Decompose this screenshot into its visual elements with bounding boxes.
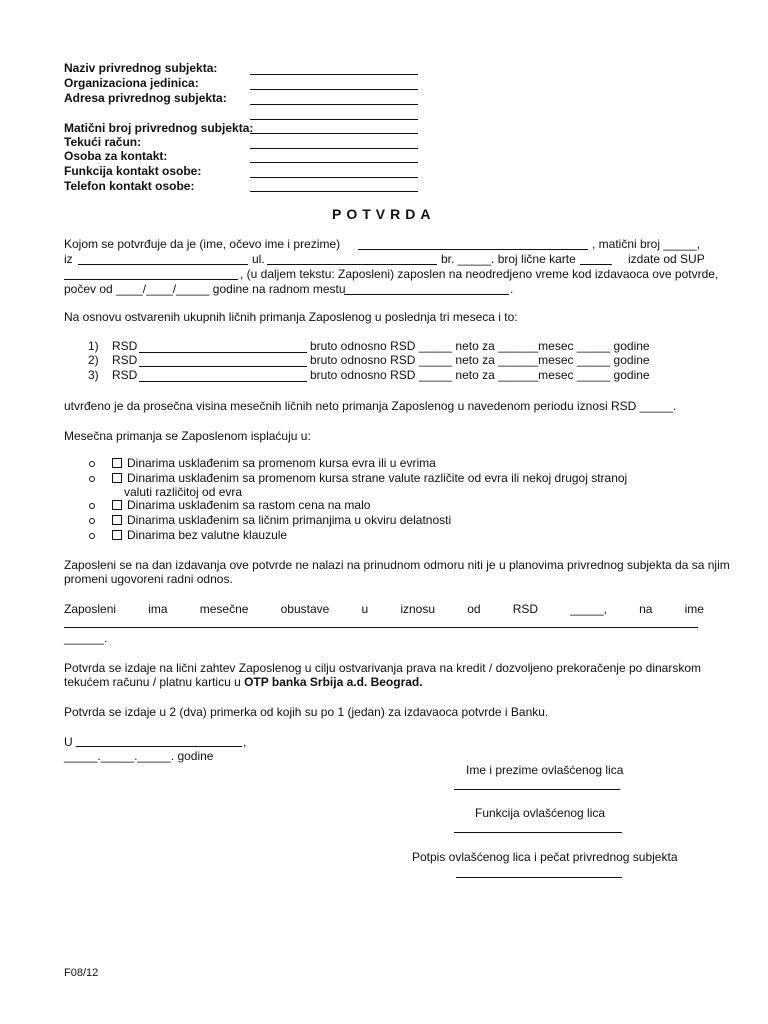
field-label-current-account: Tekući račun: <box>64 135 142 149</box>
leave-statement-line-1: Zaposleni se na dan izdavanja ove potvrde ne nalazi na prinudnom odmoru niti je u planovima privrednog subjekta da sa njim <box>64 558 730 572</box>
intro-line-3: , (u daljem tekstu: Zaposleni) zaposlen na neodredjeno vreme kod izdavaoca ove potvrde, <box>240 267 719 281</box>
option-label: Dinarima usklađenim sa promenom kursa strane valute različite od evra ili nekoj drugoj stranoj <box>127 471 628 485</box>
intro-line-1: Kojom se potvrđuje da je (ime, očevo ime i prezime) <box>64 237 341 251</box>
intro-line-2-from: iz <box>64 252 73 266</box>
field-label-address: Adresa privrednog subjekta: <box>64 91 227 105</box>
average-income-text: utvrđeno je da prosečna visina mesečnih ličnih neto primanja Zaposlenog u navedenom periodu iznosi RSD _____. <box>64 399 677 413</box>
income-row-number: 2) <box>88 353 99 367</box>
work-position-line[interactable] <box>344 294 509 295</box>
income-row-rsd: RSD <box>112 368 138 382</box>
income-intro: Na osnovu ostvarenih ukupnih ličnih primanja Zaposlenog u poslednja tri meseca i to: <box>64 310 518 324</box>
option-checkbox[interactable] <box>112 530 122 540</box>
option-checkbox[interactable] <box>112 458 122 468</box>
income-row-number: 3) <box>88 368 99 382</box>
full-name-line[interactable] <box>358 249 588 250</box>
deductions-word: obustave <box>280 602 330 616</box>
signature-name-line[interactable] <box>454 789 620 790</box>
gross-amount-line[interactable] <box>139 381 307 382</box>
bullet-icon <box>89 461 95 467</box>
org-unit-line[interactable] <box>250 89 418 90</box>
bullet-icon <box>89 533 95 539</box>
address-line[interactable] <box>250 104 418 105</box>
signature-stamp-label: Potpis ovlašćenog lica i pečat privrednog subjekta <box>412 850 678 864</box>
option-label-continuation: valuti različitoj od evra <box>124 485 243 499</box>
income-row-number: 1) <box>88 339 99 353</box>
income-row-rsd: RSD <box>112 353 138 367</box>
option-label: Dinarima usklađenim sa rastom cena na malo <box>127 498 371 512</box>
payment-intro: Mesečna primanja se Zaposlenom isplaćuju u: <box>64 429 311 443</box>
sup-line[interactable] <box>64 279 238 280</box>
deductions-word: na <box>639 602 653 616</box>
id-card-line[interactable] <box>580 264 612 265</box>
deductions-line-1 <box>64 602 704 616</box>
field-label-org-unit: Organizaciona jedinica: <box>64 76 199 90</box>
street-line[interactable] <box>267 264 437 265</box>
bullet-icon <box>89 476 95 482</box>
signature-stamp-line[interactable] <box>456 877 622 878</box>
copies-statement: Potvrda se izdaje u 2 (dva) primerka od kojih su po 1 (jedan) za izdavaoca potvrde i Banku. <box>64 705 549 719</box>
place-prefix: U <box>64 735 73 749</box>
income-row-rsd: RSD <box>112 339 138 353</box>
leave-statement-line-2: promeni ugovoreni radni odnos. <box>64 572 233 586</box>
contact-person-line[interactable] <box>250 162 418 163</box>
current-account-line[interactable] <box>250 148 418 149</box>
option-checkbox[interactable] <box>112 473 122 483</box>
option-label: Dinarima bez valutne klauzule <box>127 528 288 542</box>
gross-amount-line[interactable] <box>139 366 307 367</box>
field-label-contact-function: Funkcija kontakt osobe: <box>64 164 202 178</box>
deductions-word: mesečne <box>199 602 249 616</box>
city-line[interactable] <box>78 264 248 265</box>
field-label-registration-number: Matični broj privrednog subjekta: <box>64 121 254 135</box>
intro-line-2-issued: izdate od SUP <box>628 252 705 266</box>
document-title: POTVRDA <box>332 206 436 222</box>
option-checkbox[interactable] <box>112 515 122 525</box>
deductions-word: od <box>467 602 481 616</box>
deductions-line-3: ______. <box>64 631 108 645</box>
field-label-contact-person: Osoba za kontakt: <box>64 149 168 163</box>
income-row-tail: bruto odnosno RSD _____ neto za ______mesec _____ godine <box>310 353 650 367</box>
request-line-2 <box>64 675 423 689</box>
field-label-company-name: Naziv privrednog subjekta: <box>64 61 218 75</box>
deductions-word: u <box>361 602 369 616</box>
deductions-word: iznosu <box>400 602 436 616</box>
option-label: Dinarima usklađenim sa ličnim primanjima u okviru delatnosti <box>127 513 452 527</box>
intro-line-2-number: br. _____. broj lične karte <box>441 252 576 266</box>
intro-line-4: počev od ____/____/_____ godine na radnom mestu <box>64 282 346 296</box>
signature-name-label: Ime i prezime ovlašćenog lica <box>466 763 624 777</box>
deductions-purpose-line[interactable] <box>64 627 698 628</box>
intro-line-2-street: ul. <box>252 252 265 266</box>
date-line[interactable]: _____._____._____. godine <box>64 749 214 763</box>
request-line-1: Potvrda se izdaje na lični zahtev Zaposlenog u cilju ostvarivanja prava na kredit / dozvoljeno prekoračenje po dinarskom <box>64 661 702 675</box>
gross-amount-line[interactable] <box>139 352 307 353</box>
contact-function-line[interactable] <box>250 177 418 178</box>
deductions-word: Zaposleni <box>64 602 117 616</box>
intro-line-1-end: , matični broj _____, <box>592 237 701 251</box>
place-suffix: , <box>243 735 247 749</box>
signature-function-line[interactable] <box>454 832 622 833</box>
place-line[interactable] <box>76 746 242 747</box>
intro-line-4-end: . <box>510 282 514 296</box>
option-checkbox[interactable] <box>112 500 122 510</box>
form-code: F08/12 <box>64 967 99 979</box>
income-row-tail: bruto odnosno RSD _____ neto za ______mesec _____ godine <box>310 339 650 353</box>
deductions-word: _____, <box>570 602 607 616</box>
bank-name: OTP banka Srbija a.d. Beograd. <box>244 675 423 689</box>
bullet-icon <box>89 503 95 509</box>
contact-phone-line[interactable] <box>250 191 418 192</box>
registration-number-line[interactable] <box>250 133 418 134</box>
deductions-word: RSD <box>512 602 539 616</box>
deductions-word: ime <box>684 602 704 616</box>
company-name-line[interactable] <box>250 74 418 75</box>
signature-function-label: Funkcija ovlašćenog lica <box>475 806 606 820</box>
field-label-contact-phone: Telefon kontakt osobe: <box>64 179 195 193</box>
income-row-tail: bruto odnosno RSD _____ neto za ______mesec _____ godine <box>310 368 650 382</box>
deductions-word: ima <box>148 602 168 616</box>
request-line-2-text: tekućem računu / platnu karticu u <box>64 675 245 689</box>
option-label: Dinarima usklađenim sa promenom kursa evra ili u evrima <box>127 456 436 470</box>
address-line-2[interactable] <box>250 119 418 120</box>
bullet-icon <box>89 518 95 524</box>
